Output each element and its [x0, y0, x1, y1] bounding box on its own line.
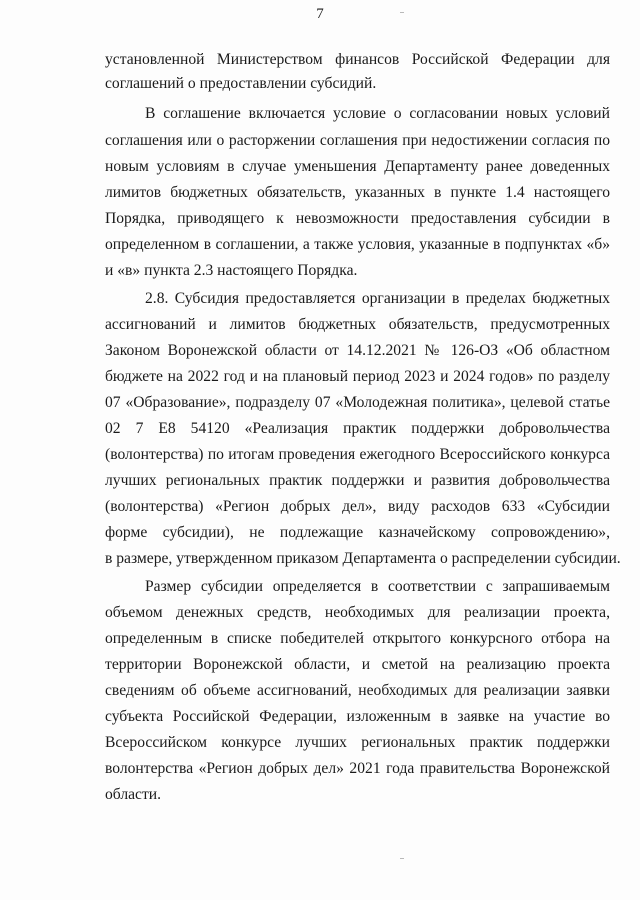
text-line: области. — [105, 786, 162, 803]
text-line: лимитов бюджетных обязательств, указанных в пункте 1.4 настоящего — [105, 184, 610, 201]
text-line: (волонтерства) по итогам проведения ежегодного Всероссийского конкурса — [105, 446, 610, 463]
text-line: соглашения или о расторжении соглашения при недостижении согласия по — [105, 132, 610, 149]
text-line: определенном в соглашении, а также условия, указанные в подпунктах «б» — [105, 236, 610, 253]
text-line: Порядка, приводящего к невозможности предоставления субсидии в — [105, 210, 610, 227]
text-line: 2.8. Субсидия предоставляется организации в пределах бюджетных — [145, 290, 610, 307]
text-line: установленной Министерством финансов Российской Федерации для — [105, 51, 610, 68]
text-line: ассигнований и лимитов бюджетных обязательств, предусмотренных — [105, 316, 610, 333]
text-line: В соглашение включается условие о согласовании новых условий — [145, 105, 610, 122]
text-line: определенным в списке победителей открытого конкурсного отбора на — [105, 630, 610, 647]
text-line: субъекта Российской Федерации, изложенным в заявке на участие во — [105, 708, 610, 725]
text-line: сведениям об объеме ассигнований, необходимых для реализации заявки — [105, 682, 610, 699]
text-line: Всероссийском конкурсе лучших региональных практик поддержки — [105, 734, 610, 751]
text-line: новым условиям в случае уменьшения Департаменту ранее доведенных — [105, 158, 610, 175]
text-line: объемом денежных средств, необходимых для реализации проекта, — [105, 604, 610, 621]
text-line: бюджете на 2022 год и на плановый период 2023 и 2024 годов» по разделу — [105, 368, 610, 385]
text-line: (волонтерства) «Регион добрых дел», виду расходов 633 «Субсидии — [105, 498, 610, 515]
text-line: Законом Воронежской области от 14.12.2021 № 126-ОЗ «Об областном — [105, 342, 610, 359]
text-line: форме субсидии), не подлежащие казначейскому сопровождению», — [105, 524, 610, 541]
text-line: 02 7 Е8 54120 «Реализация практик поддержки добровольчества — [105, 420, 610, 437]
text-line: и «в» пункта 2.3 настоящего Порядка. — [105, 262, 358, 279]
text-line: лучших региональных практик поддержки и развития добровольчества — [105, 472, 610, 489]
text-line: территории Воронежской области, и сметой на реализацию проекта — [105, 656, 610, 673]
text-line: в размере, утвержденном приказом Департамента о распределении субсидии. — [105, 550, 621, 567]
text-line: волонтерства «Регион добрых дел» 2021 года правительства Воронежской — [105, 760, 610, 777]
scan-speck — [400, 858, 404, 859]
text-line: соглашений о предоставлении субсидий. — [105, 75, 377, 92]
page-number: 7 — [316, 6, 324, 22]
scan-speck — [400, 12, 404, 13]
text-line: Размер субсидии определяется в соответствии с запрашиваемым — [145, 578, 610, 595]
text-line: 07 «Образование», подразделу 07 «Молодежная политика», целевой статье — [105, 394, 610, 411]
